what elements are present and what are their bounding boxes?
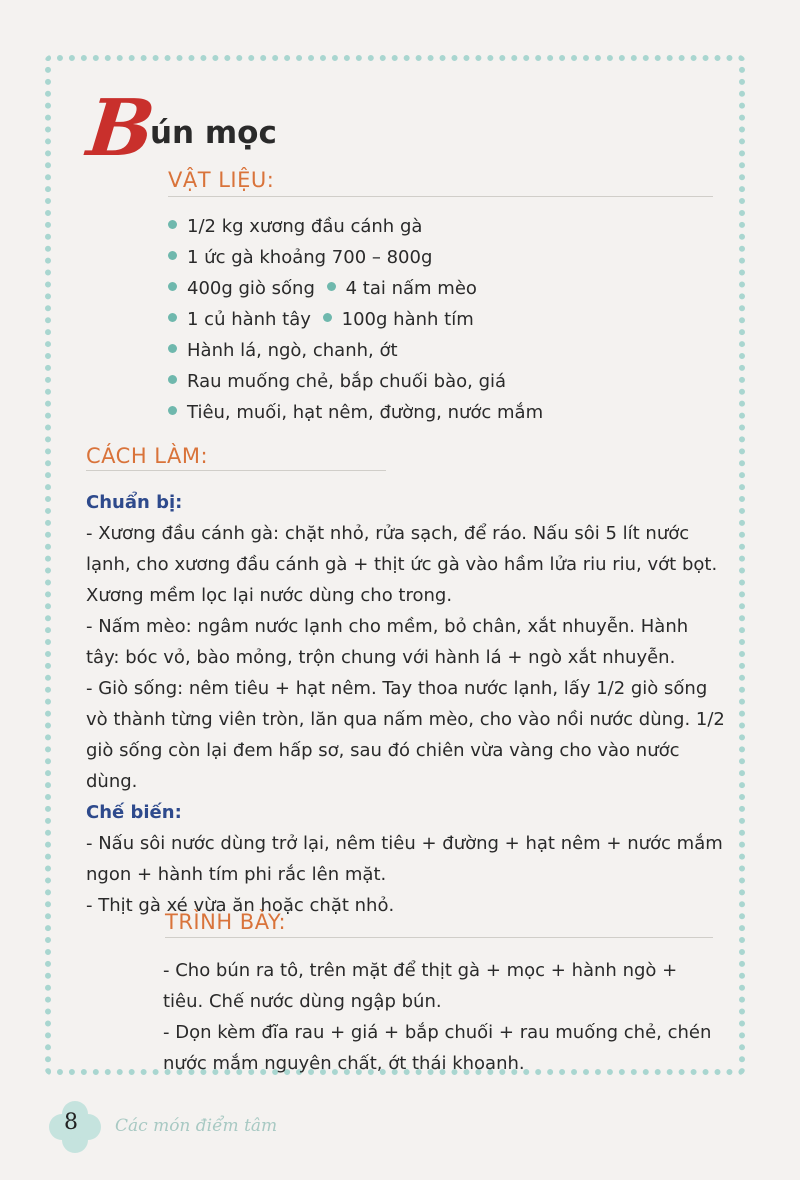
title-initial: B (83, 83, 159, 174)
page-number: 8 (64, 1110, 78, 1135)
presentation-heading: TRÌNH BÀY: (165, 910, 287, 934)
list-item: 1 ức gà khoảng 700 – 800g (168, 242, 543, 273)
presentation-paragraph: - Dọn kèm đĩa rau + giá + bắp chuối + rau muống chẻ, chén nước mắm nguyên chất, ớt thái khoanh. (163, 1022, 712, 1074)
presentation-rule (165, 937, 713, 938)
list-item: 400g giò sống 4 tai nấm mèo (168, 273, 543, 304)
prep-paragraph: - Xương đầu cánh gà: chặt nhỏ, rửa sạch, để ráo. Nấu sôi 5 lít nước lạnh, cho xương đầu cánh gà + thịt ức gà vào hầm lửa riu riu, vớt bọt. Xương mềm lọc lại nước dùng cho trong. (86, 523, 718, 606)
bullet-icon (168, 251, 177, 260)
list-item: Hành lá, ngò, chanh, ớt (168, 335, 543, 366)
presentation-paragraph: - Cho bún ra tô, trên mặt để thịt gà + mọc + hành ngò + tiêu. Chế nước dùng ngập bún. (163, 960, 678, 1012)
list-item: 1/2 kg xương đầu cánh gà (168, 211, 543, 242)
method-heading: CÁCH LÀM: (86, 444, 209, 468)
bullet-icon (168, 282, 177, 291)
ingredients-rule (168, 196, 713, 197)
ingredients-heading: VẬT LIỆU: (168, 168, 275, 192)
method-rule (86, 470, 386, 471)
bullet-icon (168, 344, 177, 353)
bullet-icon (168, 313, 177, 322)
recipe-title (83, 83, 277, 174)
title-rest: ún mọc (149, 115, 277, 151)
prep-paragraph: - Giò sống: nêm tiêu + hạt nêm. Tay thoa nước lạnh, lấy 1/2 giò sống vò thành từng viên tròn, lăn qua nấm mèo, cho vào nồi nước dùng. 1/2 giò sống còn lại đem hấp sơ, sau đó chiên vừa vàng cho vào nước dùng. (86, 678, 725, 792)
bullet-icon (168, 220, 177, 229)
presentation-body (163, 955, 723, 1079)
prep-paragraph: - Nấm mèo: ngâm nước lạnh cho mềm, bỏ chân, xắt nhuyễn. Hành tây: bóc vỏ, bào mỏng, trộn chung với hành lá + ngò xắt nhuyễn. (86, 616, 689, 668)
footer-section-title: Các món điểm tâm (115, 1116, 278, 1136)
cook-subheading: Chế biến: (86, 802, 182, 823)
bullet-icon (168, 375, 177, 384)
bullet-icon (323, 313, 332, 322)
ingredient-list (168, 211, 543, 428)
list-item: Rau muống chẻ, bắp chuối bào, giá (168, 366, 543, 397)
list-item: Tiêu, muối, hạt nêm, đường, nước mắm (168, 397, 543, 428)
list-item: 1 củ hành tây 100g hành tím (168, 304, 543, 335)
bullet-icon (168, 406, 177, 415)
cook-paragraph: - Nấu sôi nước dùng trở lại, nêm tiêu + đường + hạt nêm + nước mắm ngon + hành tím phi rắc lên mặt. (86, 833, 723, 885)
bullet-icon (327, 282, 336, 291)
method-body (86, 487, 726, 921)
cook-paragraph: - Thịt gà xé vừa ăn hoặc chặt nhỏ. (86, 895, 395, 916)
prep-subheading: Chuẩn bị: (86, 492, 183, 513)
